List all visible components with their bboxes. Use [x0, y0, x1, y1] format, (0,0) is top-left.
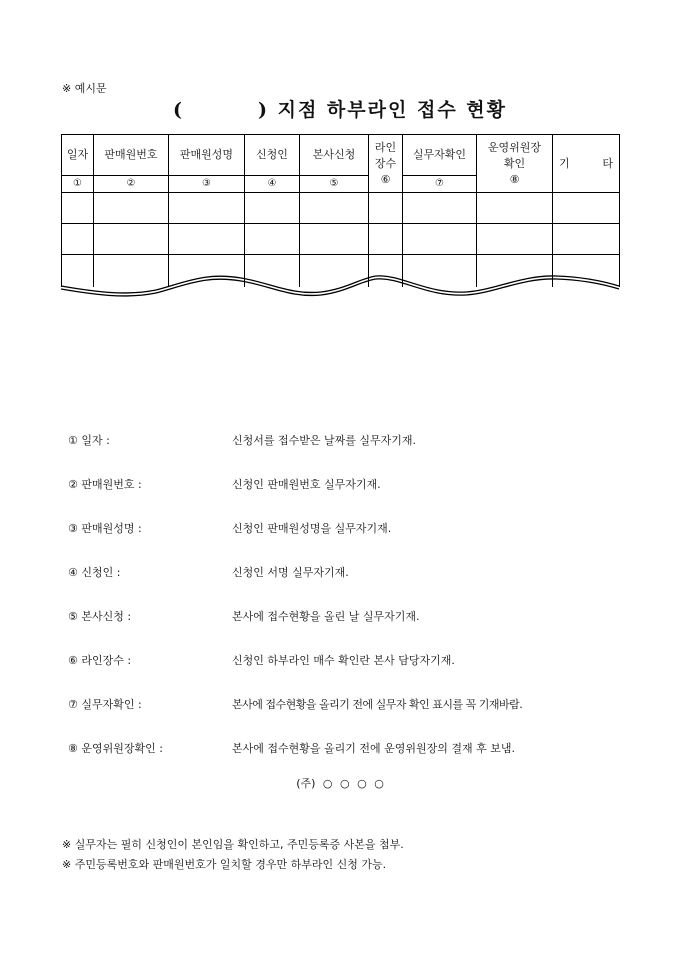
col-line-count-line1: 라인 — [374, 140, 397, 154]
col-seller-number: 판매원번호 — [94, 135, 169, 176]
col-chair-check — [477, 135, 553, 193]
col-line-count-num: ⑥ — [380, 172, 391, 186]
footnote-1: ※ 실무자는 필히 신청인이 본인임을 확인하고, 주민등록증 사본을 첨부. — [62, 838, 404, 851]
col-chair-check-line2: 확인 — [503, 156, 526, 170]
torn-edge-wave — [56, 270, 624, 302]
example-note: ※ 예시문 — [62, 82, 107, 95]
col-other-b: 타 — [602, 156, 613, 170]
title-open-paren: ( — [172, 99, 184, 121]
num-1: ① — [62, 176, 94, 193]
title-text: 지점 하부라인 접수 현황 — [277, 99, 507, 121]
document-title — [0, 95, 680, 122]
col-staff-check: 실무자확인 — [403, 135, 477, 176]
footnote-2: ※ 주민등록번호와 판매원번호가 일치할 경우만 하부라인 신청 가능. — [62, 858, 387, 871]
col-other-a: 기 — [559, 156, 570, 170]
header-row — [62, 135, 620, 176]
num-7: ⑦ — [403, 176, 477, 193]
col-seller-name: 판매원성명 — [169, 135, 245, 176]
table-row — [62, 224, 620, 255]
table-row — [62, 193, 620, 224]
col-other — [553, 135, 620, 193]
col-applicant: 신청인 — [245, 135, 300, 176]
col-line-count-line2: 장수 — [374, 156, 397, 170]
num-5: ⑤ — [300, 176, 369, 193]
col-date: 일자 — [62, 135, 94, 176]
col-chair-check-num: ⑧ — [509, 172, 520, 186]
num-2: ② — [94, 176, 169, 193]
col-line-count — [369, 135, 403, 193]
col-chair-check-line1: 운영위원장 — [487, 140, 542, 154]
num-3: ③ — [169, 176, 245, 193]
num-4: ④ — [245, 176, 300, 193]
company-name: (주) ○ ○ ○ ○ — [296, 777, 384, 790]
title-close-paren: ) — [257, 99, 269, 121]
col-hq-request: 본사신청 — [300, 135, 369, 176]
reception-table — [61, 134, 620, 287]
